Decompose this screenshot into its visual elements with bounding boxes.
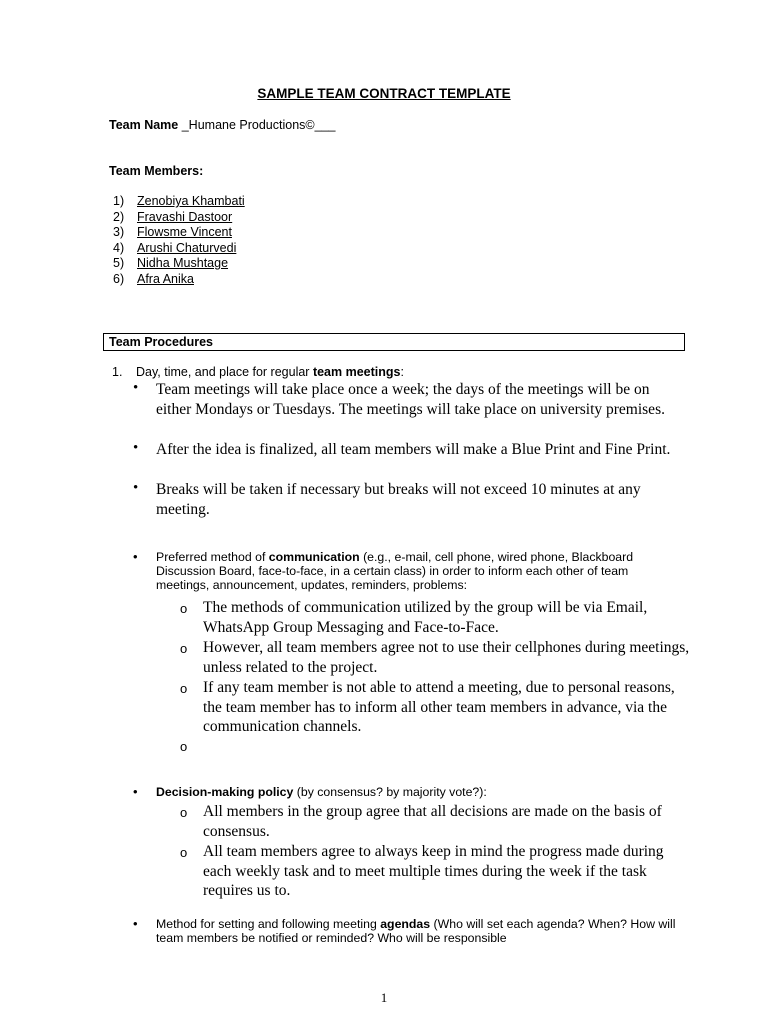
question-suffix: : bbox=[400, 365, 404, 379]
sub-bullet-icon: o bbox=[180, 805, 188, 820]
question-keyword: team meetings bbox=[312, 365, 401, 379]
decision-suffix: (by consensus? by majority vote?): bbox=[293, 785, 487, 799]
communication-question bbox=[156, 551, 676, 592]
agenda-text: Method for setting and following meeting bbox=[156, 917, 381, 931]
list-item bbox=[113, 194, 245, 210]
procedures-heading-box bbox=[103, 333, 685, 351]
communication-point: The methods of communication utilized by the group will be via Email, WhatsApp Group Messaging and Face-to-Face. bbox=[203, 599, 648, 636]
member-name: Flowsme Vincent bbox=[137, 225, 232, 240]
page-title: SAMPLE TEAM CONTRACT TEMPLATE bbox=[257, 86, 511, 101]
sub-bullet-icon: o bbox=[180, 601, 188, 616]
bullet-icon: • bbox=[133, 784, 138, 799]
meeting-point: Breaks will be taken if necessary but breaks will not exceed 10 minutes at any meeting. bbox=[156, 481, 641, 518]
agenda-question bbox=[156, 918, 676, 946]
list-item bbox=[113, 272, 245, 288]
meeting-point: After the idea is finalized, all team members will make a Blue Print and Fine Print. bbox=[156, 441, 671, 458]
member-number: 2) bbox=[113, 209, 125, 224]
agenda-suffix: (Who will set each agenda? When? How will team members be notified or reminded? Who will be responsible bbox=[156, 917, 676, 945]
members-list bbox=[113, 194, 245, 288]
member-number: 3) bbox=[113, 225, 125, 240]
bullet-icon: • bbox=[133, 549, 138, 564]
member-name: Afra Anika bbox=[137, 271, 194, 286]
member-name: Arushi Chaturvedi bbox=[137, 240, 237, 255]
member-number: 1) bbox=[113, 194, 125, 208]
communication-text: Preferred method of bbox=[156, 550, 269, 564]
meeting-point: Team meetings will take place once a week; the days of the meetings will be on either Mondays or Tuesdays. The meetings will take place on university premises. bbox=[156, 381, 665, 418]
member-number: 4) bbox=[113, 240, 125, 255]
member-name: Fravashi Dastoor bbox=[137, 209, 233, 224]
bullet-icon: • bbox=[133, 440, 139, 456]
member-name: Nidha Mushtage bbox=[137, 256, 229, 271]
team-name-line bbox=[109, 118, 335, 132]
list-item bbox=[113, 256, 245, 272]
page-number: 1 bbox=[380, 990, 388, 1005]
communication-keyword: communication bbox=[268, 550, 360, 564]
sub-bullet-icon: o bbox=[180, 739, 188, 754]
meeting-question bbox=[112, 365, 404, 379]
member-number: 5) bbox=[113, 256, 125, 271]
member-number: 6) bbox=[113, 271, 125, 286]
sub-bullet-icon: o bbox=[180, 641, 188, 656]
question-text: Day, time, and place for regular bbox=[136, 365, 313, 379]
members-heading: Team Members: bbox=[109, 164, 204, 178]
list-item bbox=[113, 210, 245, 226]
decision-question bbox=[156, 786, 676, 800]
agenda-keyword: agendas bbox=[380, 917, 431, 931]
list-item bbox=[113, 225, 245, 241]
bullet-icon: • bbox=[133, 480, 139, 496]
communication-point: However, all team members agree not to use their cellphones during meetings, unless related to the project. bbox=[203, 639, 690, 676]
bullet-icon: • bbox=[133, 916, 138, 931]
sub-bullet-icon: o bbox=[180, 845, 188, 860]
communication-suffix: (e.g., e-mail, cell phone, wired phone, Blackboard Discussion Board, face-to-face, in a certain class) in order to inform each other of team meetings, announcement, updates, reminders, problems: bbox=[156, 550, 634, 592]
team-name-value: _Humane Productions©___ bbox=[178, 118, 336, 132]
sub-bullet-icon: o bbox=[180, 681, 188, 696]
list-item bbox=[113, 241, 245, 257]
team-name-label: Team Name bbox=[109, 118, 179, 132]
communication-point: If any team member is not able to attend a meeting, due to personal reasons, the team member has to inform all other team members in advance, via the communication channels. bbox=[203, 679, 675, 736]
decision-point: All team members agree to always keep in mind the progress made during each weekly task and to meet multiple times during the week if the task requires us to. bbox=[203, 843, 664, 900]
question-number: 1. bbox=[112, 365, 123, 379]
decision-keyword: Decision-making policy bbox=[156, 785, 294, 799]
bullet-icon: • bbox=[133, 380, 139, 396]
member-name: Zenobiya Khambati bbox=[137, 194, 245, 208]
decision-point: All members in the group agree that all decisions are made on the basis of consensus. bbox=[203, 803, 662, 840]
procedures-heading: Team Procedures bbox=[109, 335, 213, 349]
